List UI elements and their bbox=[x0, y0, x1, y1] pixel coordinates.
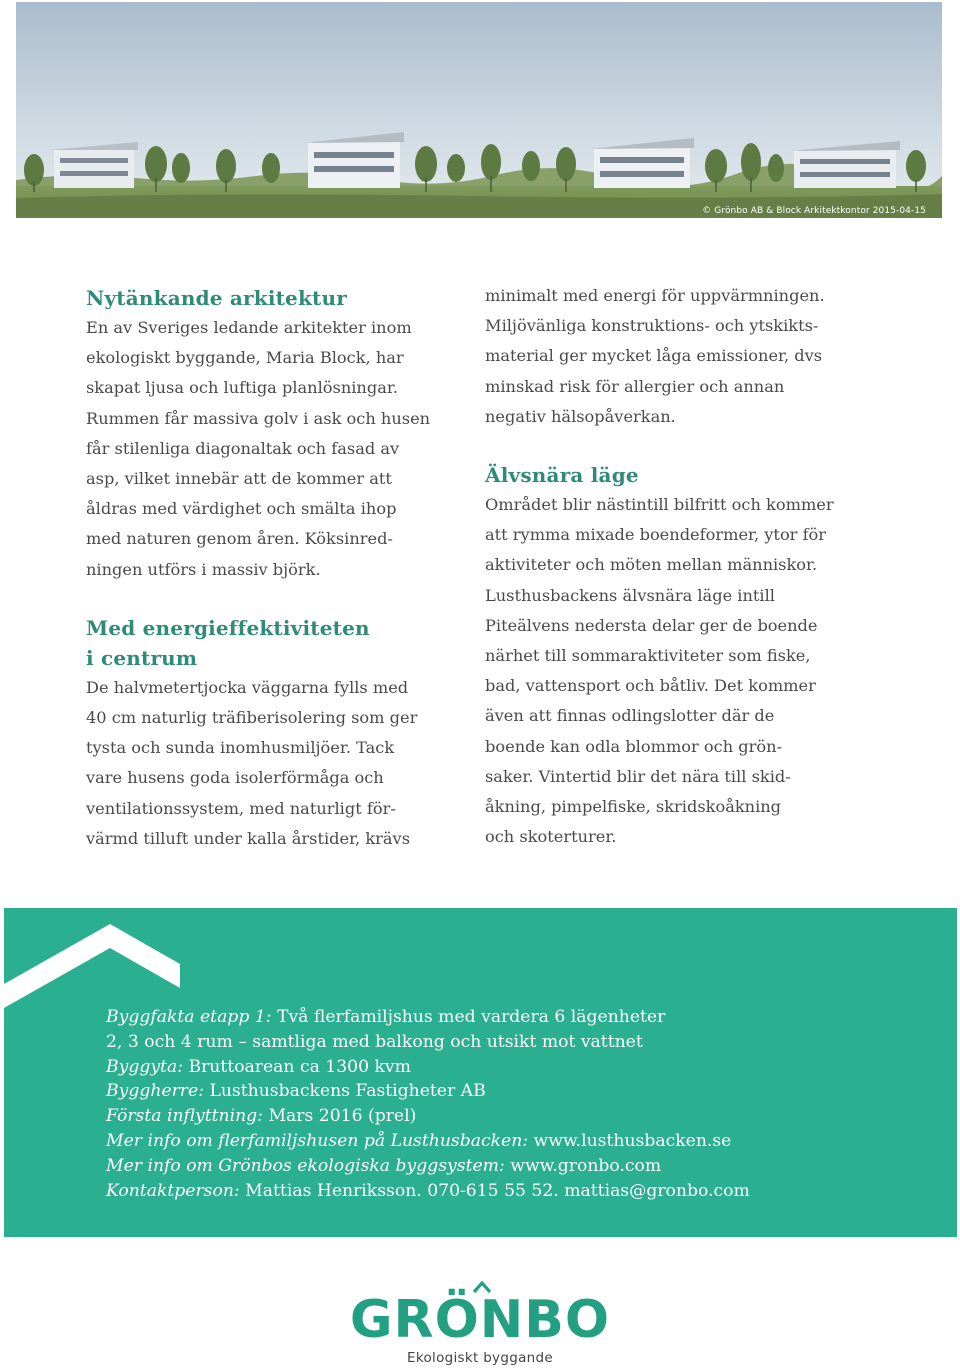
text-line: skapat ljusa och luftiga planlösningar. bbox=[86, 378, 398, 398]
paragraph-energi bbox=[86, 673, 476, 854]
text-line: ningen utförs i massiv björk. bbox=[86, 559, 321, 579]
fact-box bbox=[4, 908, 957, 1237]
paragraph-arkitektur bbox=[86, 313, 476, 585]
fact-row bbox=[106, 1055, 750, 1080]
fact-label: Byggyta: bbox=[106, 1056, 183, 1077]
text-line: ventilationssystem, med naturligt för- bbox=[86, 798, 396, 818]
fact-value-contact[interactable]: Mattias Henriksson. 070-615 55 52. mattias@gronbo.com bbox=[239, 1180, 750, 1201]
fact-row bbox=[106, 1104, 750, 1129]
text-line: får stilenliga diagonaltak och fasad av bbox=[86, 438, 400, 458]
text-line: aktiviteter och möten mellan människor. bbox=[485, 555, 818, 575]
text-line: 40 cm naturlig träfiberisolering som ger bbox=[86, 708, 418, 728]
fact-label: Första inflyttning: bbox=[106, 1106, 263, 1127]
text-line: värmd tilluft under kalla årstider, krävs bbox=[86, 828, 411, 848]
fact-value: Bruttoarean ca 1300 kvm bbox=[183, 1056, 411, 1077]
text-line: även att finnas odlingslotter där de bbox=[485, 706, 775, 726]
heading-line: i centrum bbox=[86, 645, 198, 670]
building-1 bbox=[50, 142, 138, 188]
text-line: Lusthusbackens älvsnära läge intill bbox=[485, 585, 775, 605]
text-line: Miljövänliga konstruktions- och ytskikts- bbox=[485, 316, 819, 336]
text-line: åldras med värdighet och smälta ihop bbox=[86, 499, 397, 519]
fact-label: Mer info om flerfamiljshusen på Lusthusbacken: bbox=[106, 1130, 529, 1151]
fact-value-link[interactable]: www.lusthusbacken.se bbox=[528, 1130, 732, 1151]
text-line: saker. Vintertid blir det nära till skid- bbox=[485, 766, 791, 786]
image-credit: © Grönbo AB & Block Arkitektkontor 2015-04-15 bbox=[702, 206, 926, 216]
text-line: Rummen får massiva golv i ask och husen bbox=[86, 408, 431, 428]
fact-label: Mer info om Grönbos ekologiska byggsystem: bbox=[106, 1155, 505, 1176]
text-line: negativ hälsopåverkan. bbox=[485, 406, 676, 426]
text-line: och skoterturer. bbox=[485, 827, 617, 847]
text-line: minskad risk för allergier och annan bbox=[485, 376, 785, 396]
fact-row bbox=[106, 1154, 750, 1179]
left-column bbox=[86, 283, 476, 854]
fact-row bbox=[106, 1005, 750, 1030]
fact-value: Lusthusbackens Fastigheter AB bbox=[203, 1081, 486, 1102]
logo-wordmark: GRÖNBO bbox=[349, 1290, 611, 1350]
text-line: vare husens goda isolerförmåga och bbox=[86, 768, 384, 788]
heading-line: Med energieffektiviteten bbox=[86, 615, 370, 640]
fact-value: Två flerfamiljshus med vardera 6 lägenheter bbox=[271, 1007, 666, 1027]
text-line: material ger mycket låga emissioner, dvs bbox=[485, 346, 823, 366]
text-line: boende kan odla blommor och grön- bbox=[485, 736, 783, 756]
fact-row bbox=[106, 1030, 750, 1055]
fact-value-link[interactable]: www.gronbo.com bbox=[504, 1155, 662, 1176]
text-line: asp, vilket innebär att de kommer att bbox=[86, 469, 392, 489]
text-line: tysta och sunda inomhusmiljöer. Tack bbox=[86, 738, 395, 758]
text-line: minimalt med energi för uppvärmningen. bbox=[485, 286, 825, 305]
fact-label: Byggherre: bbox=[106, 1081, 204, 1102]
text-line: Piteälvens nedersta delar ger de boende bbox=[485, 615, 818, 635]
text-line: åkning, pimpelfiske, skridskoåkning bbox=[485, 797, 782, 817]
fact-row bbox=[106, 1129, 750, 1154]
heading-alvsnara-lage: Älvsnära läge bbox=[485, 463, 639, 488]
fact-value: 2, 3 och 4 rum – samtliga med balkong och utsikt mot vattnet bbox=[106, 1031, 643, 1052]
text-line: med naturen genom åren. Köksinred- bbox=[86, 529, 393, 549]
paragraph-energi-fortsattning bbox=[485, 281, 875, 432]
text-line: att rymma mixade boendeformer, ytor för bbox=[485, 525, 827, 545]
roof-shape-icon bbox=[4, 908, 204, 1018]
right-column bbox=[485, 283, 875, 852]
hero-image bbox=[16, 2, 942, 218]
gronbo-logo bbox=[349, 1280, 611, 1368]
text-line: närhet till sommaraktiviteter som fiske, bbox=[485, 646, 811, 666]
fact-row bbox=[106, 1179, 750, 1204]
paragraph-lage bbox=[485, 490, 875, 852]
fact-label: Byggfakta etapp 1: bbox=[106, 1007, 272, 1027]
fact-value: Mars 2016 (prel) bbox=[262, 1106, 417, 1127]
text-line: Området blir nästintill bilfritt och kommer bbox=[485, 495, 834, 515]
text-line: En av Sveriges ledande arkitekter inom bbox=[86, 318, 412, 337]
architectural-rendering bbox=[16, 2, 942, 218]
fact-label: Kontaktperson: bbox=[106, 1180, 240, 1201]
text-line: ekologiskt byggande, Maria Block, har bbox=[86, 348, 404, 368]
text-line: De halvmetertjocka väggarna fylls med bbox=[86, 677, 409, 697]
fact-row bbox=[106, 1079, 750, 1104]
text-line: bad, vattensport och båtliv. Det kommer bbox=[485, 676, 816, 696]
facts-list bbox=[106, 1005, 750, 1203]
logo-tagline: Ekologiskt byggande bbox=[407, 1350, 553, 1366]
heading-energieffektivitet bbox=[86, 613, 476, 673]
heading-nytankande-arkitektur: Nytänkande arkitektur bbox=[86, 286, 347, 310]
